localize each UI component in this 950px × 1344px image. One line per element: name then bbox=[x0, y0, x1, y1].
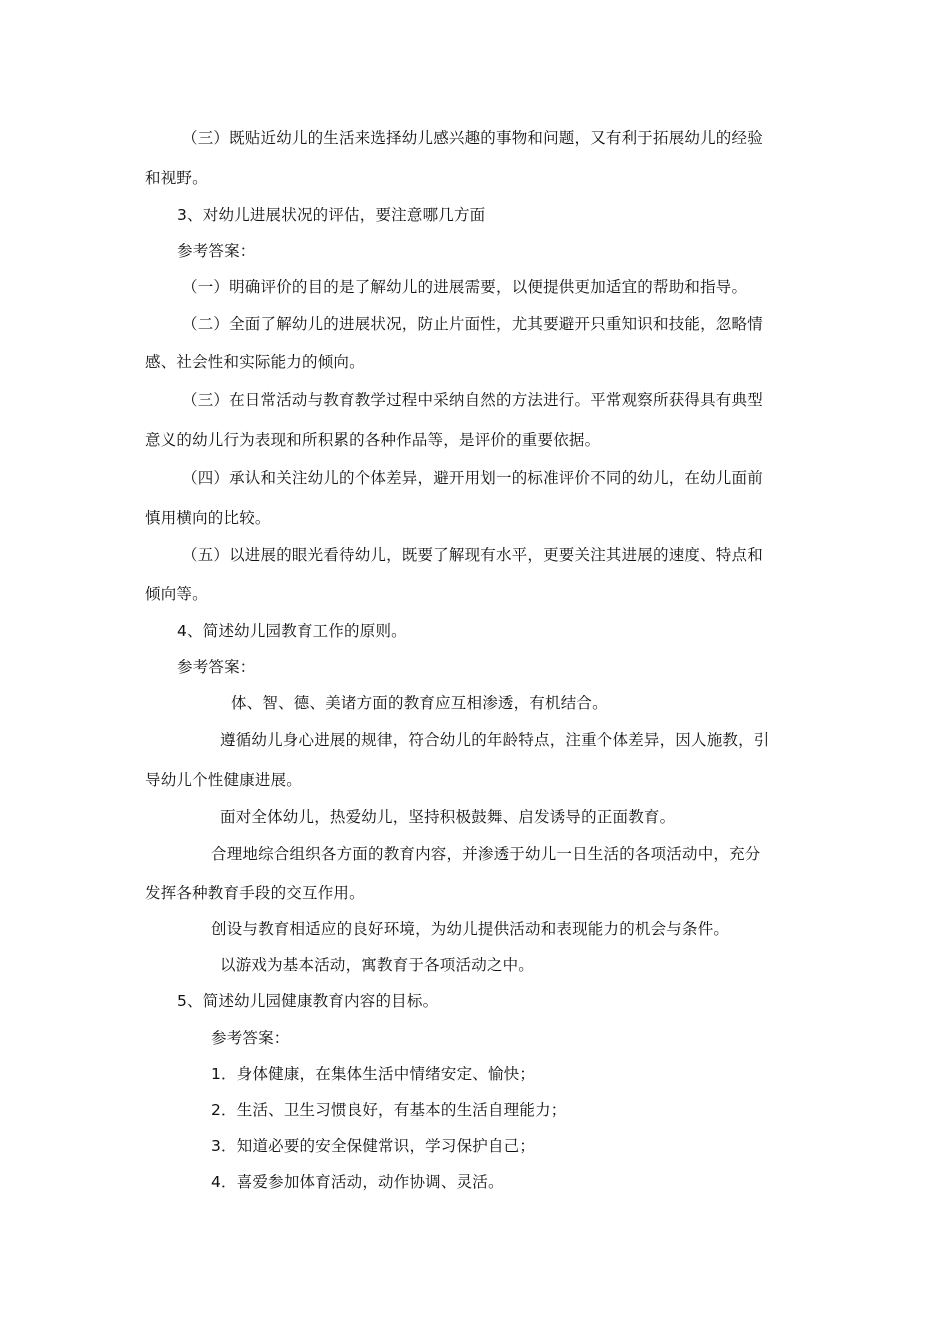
answer-item-2-line-1: （二）全面了解幼儿的进展状况，防止片面性，尤其要避开只重知识和技能，忽略情 bbox=[182, 315, 763, 333]
answer-label: 参考答案： bbox=[177, 242, 256, 260]
principle-5: 创设与教育相适应的良好环境，为幼儿提供活动和表现能力的机会与条件。 bbox=[211, 920, 730, 938]
paragraph-3-line-1: （三）既贴近幼儿的生活来选择幼儿感兴趣的事物和问题，又有利于拓展幼儿的经验 bbox=[182, 129, 763, 147]
answer-item-5-line-2: 倾向等。 bbox=[145, 585, 208, 603]
answer-item-1: （一）明确评价的目的是了解幼儿的进展需要，以便提供更加适宜的帮助和指导。 bbox=[182, 278, 748, 296]
goal-2: 2．生活、卫生习惯良好，有基本的生活自理能力； bbox=[211, 1101, 567, 1119]
answer-label: 参考答案： bbox=[177, 658, 256, 676]
answer-item-2-line-2: 感、社会性和实际能力的倾向。 bbox=[145, 353, 365, 371]
question-3-heading: 3、对幼儿进展状况的评估，要注意哪几方面 bbox=[177, 206, 486, 224]
answer-label: 参考答案： bbox=[211, 1029, 290, 1047]
answer-item-4-line-1: （四）承认和关注幼儿的个体差异，避开用划一的标准评价不同的幼儿，在幼儿面前 bbox=[182, 469, 763, 487]
principle-4-line-2: 发挥各种教育手段的交互作用。 bbox=[145, 884, 365, 902]
question-4-heading: 4、简述幼儿园教育工作的原则。 bbox=[177, 622, 407, 640]
answer-item-3-line-2: 意义的幼儿行为表现和所积累的各种作品等，是评价的重要依据。 bbox=[145, 431, 601, 449]
answer-item-4-line-2: 慎用横向的比较。 bbox=[145, 509, 271, 527]
principle-6: 以游戏为基本活动，寓教育于各项活动之中。 bbox=[220, 956, 535, 974]
goal-4: 4．喜爱参加体育活动，动作协调、灵活。 bbox=[211, 1173, 504, 1191]
answer-item-5-line-1: （五）以进展的眼光看待幼儿，既要了解现有水平，更要关注其进展的速度、特点和 bbox=[182, 546, 763, 564]
principle-4-line-1: 合理地综合组织各方面的教育内容，并渗透于幼儿一日生活的各项活动中，充分 bbox=[211, 845, 761, 863]
principle-3: 面对全体幼儿，热爱幼儿，坚持积极鼓舞、启发诱导的正面教育。 bbox=[220, 808, 676, 826]
goal-1: 1．身体健康，在集体生活中情绪安定、愉快； bbox=[211, 1065, 536, 1083]
principle-1: 体、智、德、美诸方面的教育应互相渗透，有机结合。 bbox=[231, 694, 608, 712]
answer-item-3-line-1: （三）在日常活动与教育教学过程中采纳自然的方法进行。平常观察所获得具有典型 bbox=[182, 391, 763, 409]
paragraph-3-line-2: 和视野。 bbox=[145, 169, 208, 187]
goal-3: 3．知道必要的安全保健常识，学习保护自己； bbox=[211, 1137, 536, 1155]
principle-2-line-2: 导幼儿个性健康进展。 bbox=[145, 771, 303, 789]
principle-2-line-1: 遵循幼儿身心进展的规律，符合幼儿的年龄特点，注重个体差异，因人施教，引 bbox=[220, 731, 770, 749]
question-5-heading: 5、简述幼儿园健康教育内容的目标。 bbox=[177, 992, 439, 1010]
